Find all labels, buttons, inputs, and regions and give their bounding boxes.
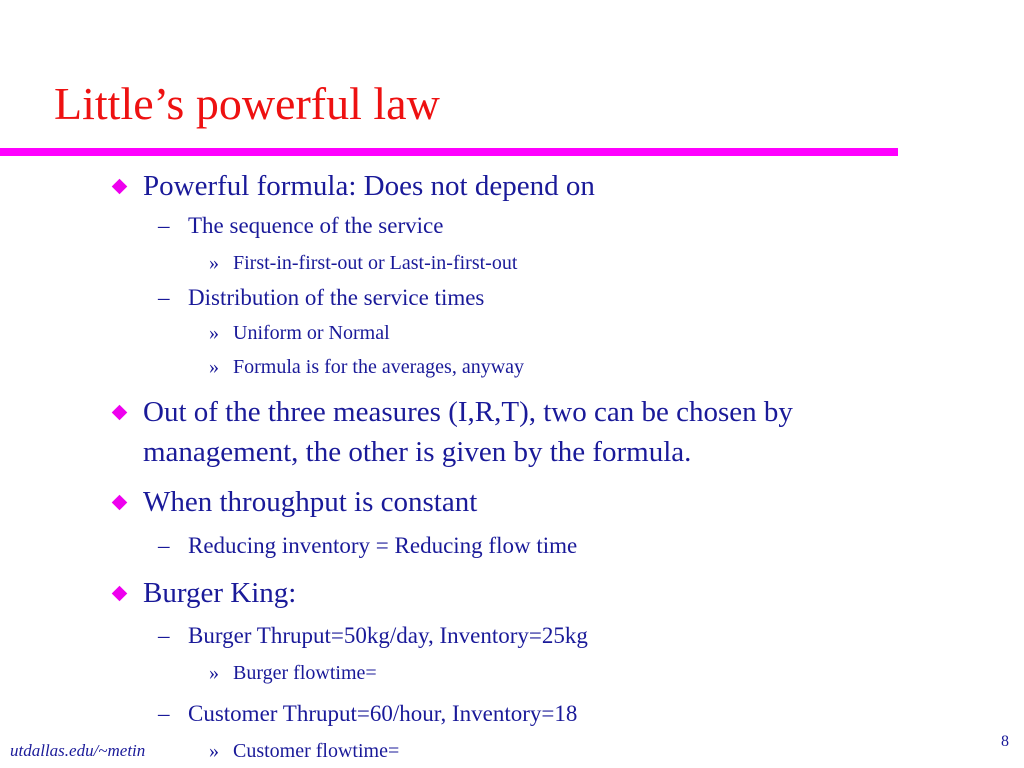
bullet-text-continued: management, the other is given by the formula. xyxy=(143,436,692,468)
sub-sub-bullet-text: Customer flowtime= xyxy=(233,740,400,762)
sub-sub-bullet-text: First-in-first-out or Last-in-first-out xyxy=(233,252,518,274)
dash-icon: – xyxy=(158,285,170,310)
raquo-icon: » xyxy=(209,252,219,274)
bullet-text: Powerful formula: Does not depend on xyxy=(143,170,595,202)
sub-bullet-text: Burger Thruput=50kg/day, Inventory=25kg xyxy=(188,623,588,648)
raquo-icon: » xyxy=(209,740,219,762)
page-number: 8 xyxy=(1001,733,1009,750)
sub-sub-bullet-text: Formula is for the averages, anyway xyxy=(233,356,525,378)
dash-icon: – xyxy=(158,213,170,238)
footer-source: utdallas.edu/~metin xyxy=(10,741,146,760)
dash-icon: – xyxy=(158,623,170,648)
sub-sub-bullet-text: Burger flowtime= xyxy=(233,662,377,684)
raquo-icon: » xyxy=(209,662,219,684)
bullet-text: When throughput is constant xyxy=(143,486,478,518)
raquo-icon: » xyxy=(209,356,219,378)
dash-icon: – xyxy=(158,533,170,558)
diamond-bullet-icon xyxy=(112,495,128,511)
diamond-bullet-icon xyxy=(112,179,128,195)
sub-sub-bullet-text: Uniform or Normal xyxy=(233,322,390,344)
diamond-bullet-icon xyxy=(112,405,128,421)
bullet-text: Burger King: xyxy=(143,577,297,609)
sub-bullet-text: Distribution of the service times xyxy=(188,285,485,310)
bullet-text: Out of the three measures (I,R,T), two can be chosen by xyxy=(143,396,793,428)
sub-bullet-text: Reducing inventory = Reducing flow time xyxy=(188,533,578,558)
dash-icon: – xyxy=(158,701,170,726)
title-underline xyxy=(0,148,898,156)
diamond-bullet-icon xyxy=(112,586,128,602)
sub-bullet-text: The sequence of the service xyxy=(188,213,444,238)
sub-bullet-text: Customer Thruput=60/hour, Inventory=18 xyxy=(188,701,578,726)
slide-title: Little’s powerful law xyxy=(54,78,440,129)
raquo-icon: » xyxy=(209,322,219,344)
